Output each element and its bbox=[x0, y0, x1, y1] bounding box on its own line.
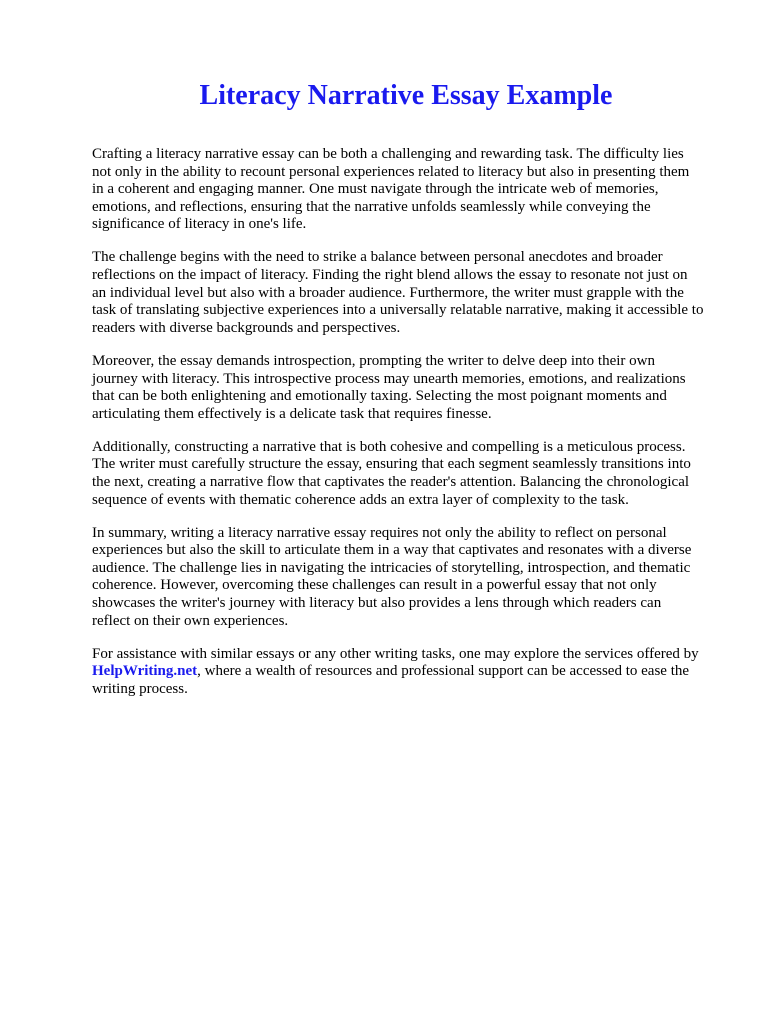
paragraph-closing bbox=[92, 646, 732, 699]
text-line: readers with diverse backgrounds and perspectives. bbox=[92, 319, 401, 336]
text-line: The writer must carefully structure the essay, ensuring that each segment seamlessly transitions into bbox=[92, 456, 691, 473]
text-line: that can be both enlightening and emotionally taxing. Selecting the most poignant moments and bbox=[92, 388, 667, 405]
helpwriting-link[interactable]: HelpWriting.net bbox=[92, 663, 198, 680]
text-line: task of translating subjective experiences into a universally relatable narrative, making it accessible to bbox=[92, 302, 704, 319]
text-line: an individual level but also with a broader audience. Furthermore, the writer must grapple with the bbox=[92, 284, 684, 301]
text-line: sequence of events with thematic coherence adds an extra layer of complexity to the task. bbox=[92, 491, 629, 508]
text-line: the next, creating a narrative flow that captivates the reader's attention. Balancing the chronological bbox=[92, 474, 690, 490]
text-line: Crafting a literacy narrative essay can be both a challenging and rewarding task. The difficulty lies bbox=[92, 146, 684, 162]
text-line: journey with literacy. This introspective process may unearth memories, emotions, and realizations bbox=[92, 370, 686, 387]
document-body bbox=[92, 146, 732, 714]
text-line: experiences but also the skill to articulate them in a way that captivates and resonates with a diverse bbox=[92, 542, 692, 559]
page-title: Literacy Narrative Essay Example bbox=[199, 80, 613, 111]
text-line: reflect on their own experiences. bbox=[92, 612, 289, 629]
text-fragment: , where a wealth of resources and professional support can be accessed to ease the bbox=[197, 663, 690, 680]
text-line: showcases the writer's journey with literacy but also provides a lens through which readers can bbox=[92, 595, 662, 612]
text-line: Additionally, constructing a narrative that is both cohesive and compelling is a meticulous process. bbox=[92, 438, 686, 455]
text-line: articulating them effectively is a delicate task that requires finesse. bbox=[92, 405, 492, 422]
paragraph-2 bbox=[92, 249, 732, 337]
text-line: in a coherent and engaging manner. One must navigate through the intricate web of memories, bbox=[92, 181, 659, 198]
text-line: writing process. bbox=[92, 680, 188, 697]
paragraph-4 bbox=[92, 439, 732, 509]
text-line: In summary, writing a literacy narrative essay requires not only the ability to reflect on personal bbox=[92, 524, 667, 541]
text-line: coherence. However, overcoming these challenges can result in a powerful essay that not only bbox=[92, 577, 657, 594]
text-line: Moreover, the essay demands introspection, prompting the writer to delve deep into their own bbox=[92, 352, 656, 369]
text-line: emotions, and reflections, ensuring that the narrative unfolds seamlessly while conveying the bbox=[92, 198, 651, 215]
text-line: not only in the ability to recount personal experiences related to literacy but also in presenting them bbox=[92, 163, 690, 180]
paragraph-5 bbox=[92, 525, 732, 631]
text-line: For assistance with similar essays or any other writing tasks, one may explore the services offered by bbox=[92, 645, 699, 662]
paragraph-3 bbox=[92, 353, 732, 423]
text-line: reflections on the impact of literacy. Finding the right blend allows the essay to resonate not just on bbox=[92, 267, 688, 284]
text-line: significance of literacy in one's life. bbox=[92, 216, 307, 233]
text-line: audience. The challenge lies in navigating the intricacies of storytelling, introspection, and thematic bbox=[92, 559, 691, 576]
text-line: The challenge begins with the need to strike a balance between personal anecdotes and broader bbox=[92, 249, 663, 266]
paragraph-1 bbox=[92, 146, 732, 234]
text-line-with-link bbox=[92, 663, 732, 681]
